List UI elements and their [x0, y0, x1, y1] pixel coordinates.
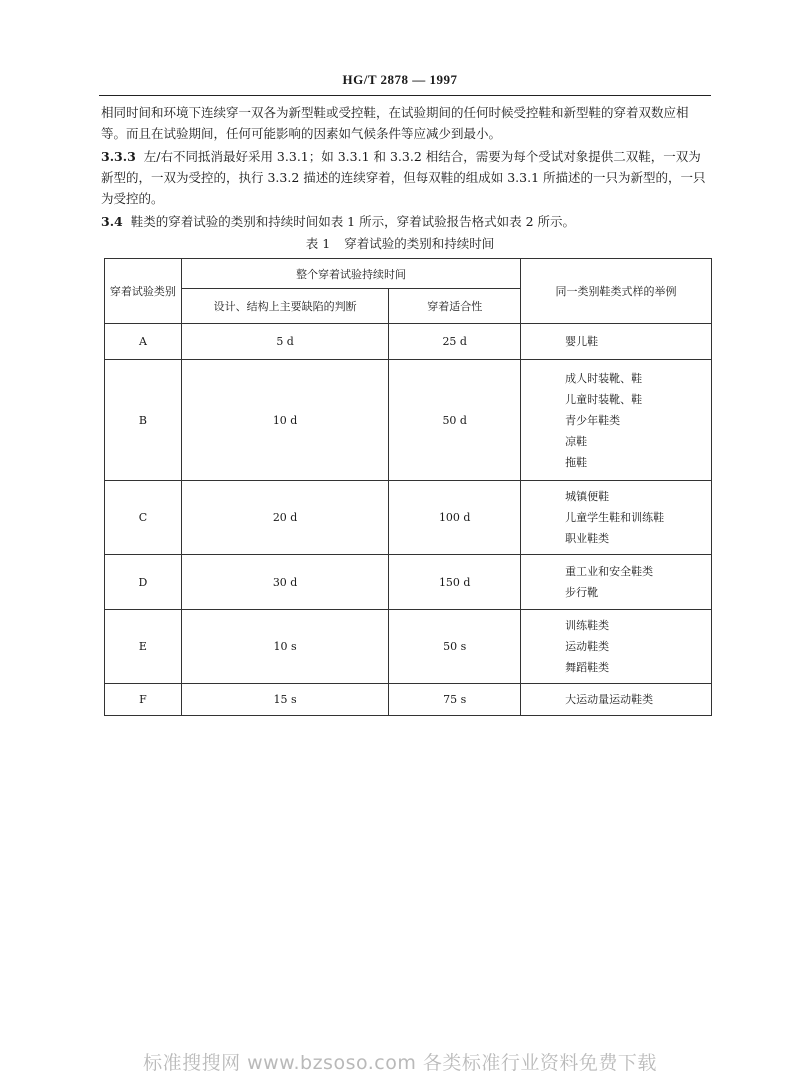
cell-design: 30 d	[181, 555, 389, 610]
cell-design: 10 d	[181, 360, 389, 481]
cell-category: C	[105, 481, 182, 555]
table-caption	[0, 234, 800, 252]
cell-examples	[521, 684, 712, 716]
example-item: 拖鞋	[565, 455, 588, 469]
example-item: 大运动量运动鞋类	[565, 693, 654, 706]
header-duration-group: 整个穿着试验持续时间	[181, 259, 520, 289]
cell-comfort: 150 d	[389, 555, 521, 610]
header-design: 设计、结构上主要缺陷的判断	[181, 289, 389, 324]
cell-examples	[521, 481, 712, 555]
cell-category: D	[105, 555, 182, 610]
cell-examples	[521, 610, 712, 684]
paragraph-text: 左/右不同抵消最好采用 3.3.1；如 3.3.1 和 3.3.2 相结合，需要为每个受试对象提供二双鞋，一双为新型的，一双为受控的，执行 3.3.2 描述的连续穿着，但每双鞋的组成如 3.3.1 所描述的一只为新型的，一只为受控的。	[101, 149, 706, 206]
table-row	[105, 481, 712, 555]
example-item: 重工业和安全鞋类	[565, 565, 654, 578]
cell-category: B	[105, 360, 182, 481]
example-item: 运动鞋类	[565, 640, 610, 653]
clause-number: 3.3.3	[101, 149, 136, 164]
table-row	[105, 555, 712, 610]
cell-comfort: 100 d	[389, 481, 521, 555]
paragraph-3-4	[101, 211, 711, 232]
header-comfort: 穿着适合性	[389, 289, 521, 324]
cell-examples	[521, 324, 712, 360]
example-item: 训练鞋类	[565, 619, 610, 632]
paragraph-text: 相同时间和环境下连续穿一双各为新型鞋或受控鞋，在试验期间的任何时候受控鞋和新型鞋的穿着双数应相等。而且在试验期间，任何可能影响的因素如气候条件等应减少到最小。	[101, 105, 689, 141]
clause-number: 3.4	[101, 214, 123, 229]
table-row	[105, 324, 712, 360]
example-item: 儿童学生鞋和训练鞋	[565, 511, 665, 524]
example-item: 城镇便鞋	[565, 490, 610, 503]
cell-comfort: 25 d	[389, 324, 521, 360]
cell-design: 10 s	[181, 610, 389, 684]
wear-test-table	[104, 258, 712, 716]
cell-design: 5 d	[181, 324, 389, 360]
cell-design: 20 d	[181, 481, 389, 555]
cell-design: 15 s	[181, 684, 389, 716]
table-row	[105, 360, 712, 481]
table-row	[105, 684, 712, 716]
header-category: 穿着试验类别	[105, 259, 182, 324]
paragraph-text: 鞋类的穿着试验的类别和持续时间如表 1 所示，穿着试验报告格式如表 2 所示。	[130, 214, 576, 229]
example-item: 儿童时装靴、鞋	[565, 392, 643, 406]
cell-category: F	[105, 684, 182, 716]
example-item: 青少年鞋类	[565, 413, 621, 427]
table-row	[105, 610, 712, 684]
cell-category: E	[105, 610, 182, 684]
example-item: 婴儿鞋	[565, 335, 599, 348]
cell-comfort: 75 s	[389, 684, 521, 716]
cell-examples	[521, 360, 712, 481]
cell-comfort: 50 s	[389, 610, 521, 684]
document-header: HG/T 2878 — 1997	[342, 72, 458, 87]
example-item: 成人时装靴、鞋	[565, 371, 643, 385]
table-label: 表 1	[305, 236, 331, 251]
cell-category: A	[105, 324, 182, 360]
example-item: 职业鞋类	[565, 532, 610, 545]
cell-examples	[521, 555, 712, 610]
table-title: 穿着试验的类别和持续时间	[344, 236, 495, 251]
footer-watermark: 标准搜搜网 www.bzsoso.com 各类标准行业资料免费下载	[143, 1052, 657, 1074]
cell-comfort: 50 d	[389, 360, 521, 481]
example-item: 舞蹈鞋类	[565, 661, 610, 674]
header-rule	[99, 95, 711, 96]
paragraph-3-3-3	[101, 146, 711, 209]
example-item: 步行靴	[565, 586, 599, 599]
header-examples: 同一类别鞋类式样的举例	[521, 259, 712, 324]
example-item: 凉鞋	[565, 434, 588, 448]
paragraph-continuation	[101, 102, 711, 144]
